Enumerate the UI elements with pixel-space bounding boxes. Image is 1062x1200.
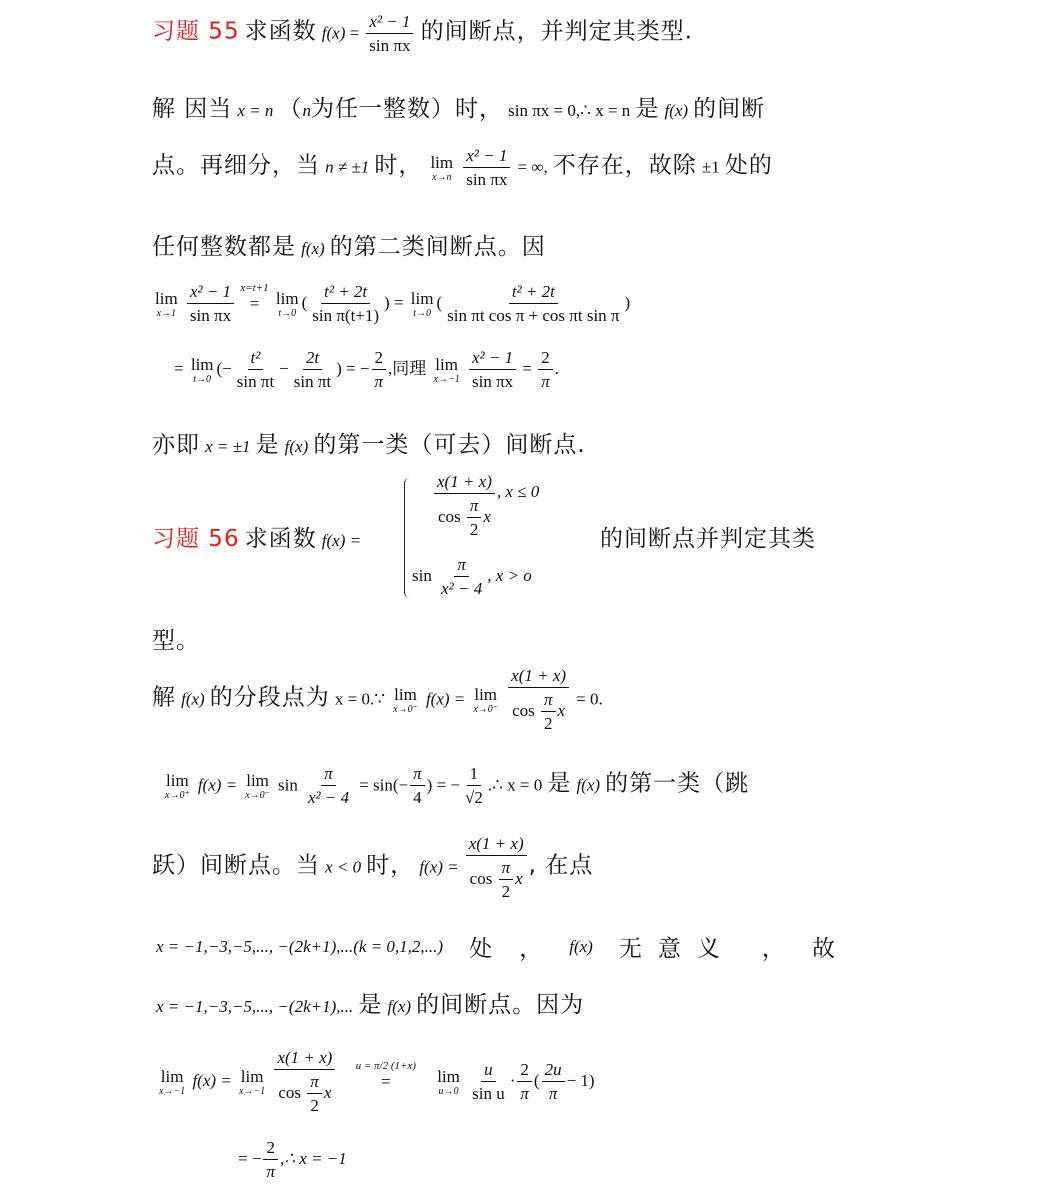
ex56-question-tail: 的间断点并判定其类	[600, 526, 816, 552]
ex56-piece1: x(1 + x) cos $\frac{\pi}{2}$ x , x ≤ 0	[432, 472, 539, 540]
ex56-question-end: 型。	[152, 628, 200, 654]
sol55-line3: 任何整数都是 f(x) 的第二类间断点。因	[152, 234, 546, 260]
sol56-line1: 解 f(x) 的分段点为 x = 0.∵ lim x→0⁻ f(x) = lim x→0⁻ x(1 + x) cos $\frac{\pi}{2}$ x = 0.	[152, 666, 603, 733]
ex56-label: 习题 56	[152, 526, 240, 552]
sol56-line2: lim x→0⁺ f(x) = lim x→0⁻ sin $\frac{\pi}{\text{x² − 4}}$ = sin(− $\frac{\pi}{4}$ ) = − $\frac{1}{√2}$ .∴ x = 0 是 f(x) 的第一类（跳	[165, 764, 750, 807]
ex55-question: 习题 55 求函数 f(x) = $\frac{\text{x² − 1}}{\text{sin πx}}$ 的间断点，并判定其类型.	[152, 12, 693, 55]
sol55-equation1: lim x→1 $\frac{\text{x² − 1}}{\text{sin πx}}$ x=t+1 = lim t→0 ( $\frac{\text{t² + 2t}}{\text{sin π(t+1)}}$ ) = lim t→0 ( $\frac{\text{t² + 2t}}{\text{sin πt cos π + cos πt sin π}}$ )	[155, 282, 631, 325]
sol55-equation2: = lim t→0 (− $\frac{\text{t²}}{\text{sin πt}}$ − $\frac{2t}{\text{sin πt}}$ ) = − $\frac{2}{\pi}$ ,同理 lim x→−1 $\frac{\text{x² − 1}}{\text{sin πx}}$ = $\frac{2}{\pi}$ .	[174, 348, 560, 391]
sol56-line5: x = −1,−3,−5,..., −(2k+1),... 是 f(x) 的间断点。因为	[156, 992, 585, 1018]
sol56-line4: x = −1,−3,−5,..., −(2k+1),...(k = 0,1,2,...) 处 ， f(x) 无意义 ， 故	[156, 936, 836, 962]
sol56-equation1: lim x→−1 f(x) = lim x→−1 x(1 + x) cos $\frac{\pi}{2}$ x u = π/2 (1+x) = lim u→0 $\frac{u}{\text{sin u}}$ · $\frac{2}{\pi}$ ( $\frac{2u}{\pi}$ − 1)	[159, 1048, 595, 1115]
ex55-label: 习题 55	[152, 18, 240, 45]
sol56-line3: 跃）间断点。当 x < 0 时， f(x) = x(1 + x) cos $\frac{\pi}{2}$ x , 在点	[152, 834, 594, 901]
sol55-line1: 解 因当 x = n （n为任一整数）时， sin πx = 0,∴ x = n 是 f(x) 的间断	[152, 96, 766, 122]
sol55-line2: 点。再细分，当 n ≠ ±1 时， lim x→n $\frac{\text{x² − 1}}{\text{sin πx}}$ = ∞, 不存在，故除 ±1 处的	[152, 146, 773, 189]
ex55-fraction: $\frac{\text{x² − 1}}{\text{sin πx}}$	[366, 12, 413, 56]
ex56-piece2: sin $\frac{\pi}{\text{x² − 4}}$ , x > o	[412, 555, 532, 598]
ex56-question: 习题 56 求函数 f(x) =	[152, 526, 362, 552]
sol56-equation2: = − $\frac{2}{\pi}$ ,∴ x = −1	[238, 1138, 347, 1181]
sol55-line4: 亦即 x = ±1 是 f(x) 的第一类（可去）间断点.	[152, 432, 586, 458]
